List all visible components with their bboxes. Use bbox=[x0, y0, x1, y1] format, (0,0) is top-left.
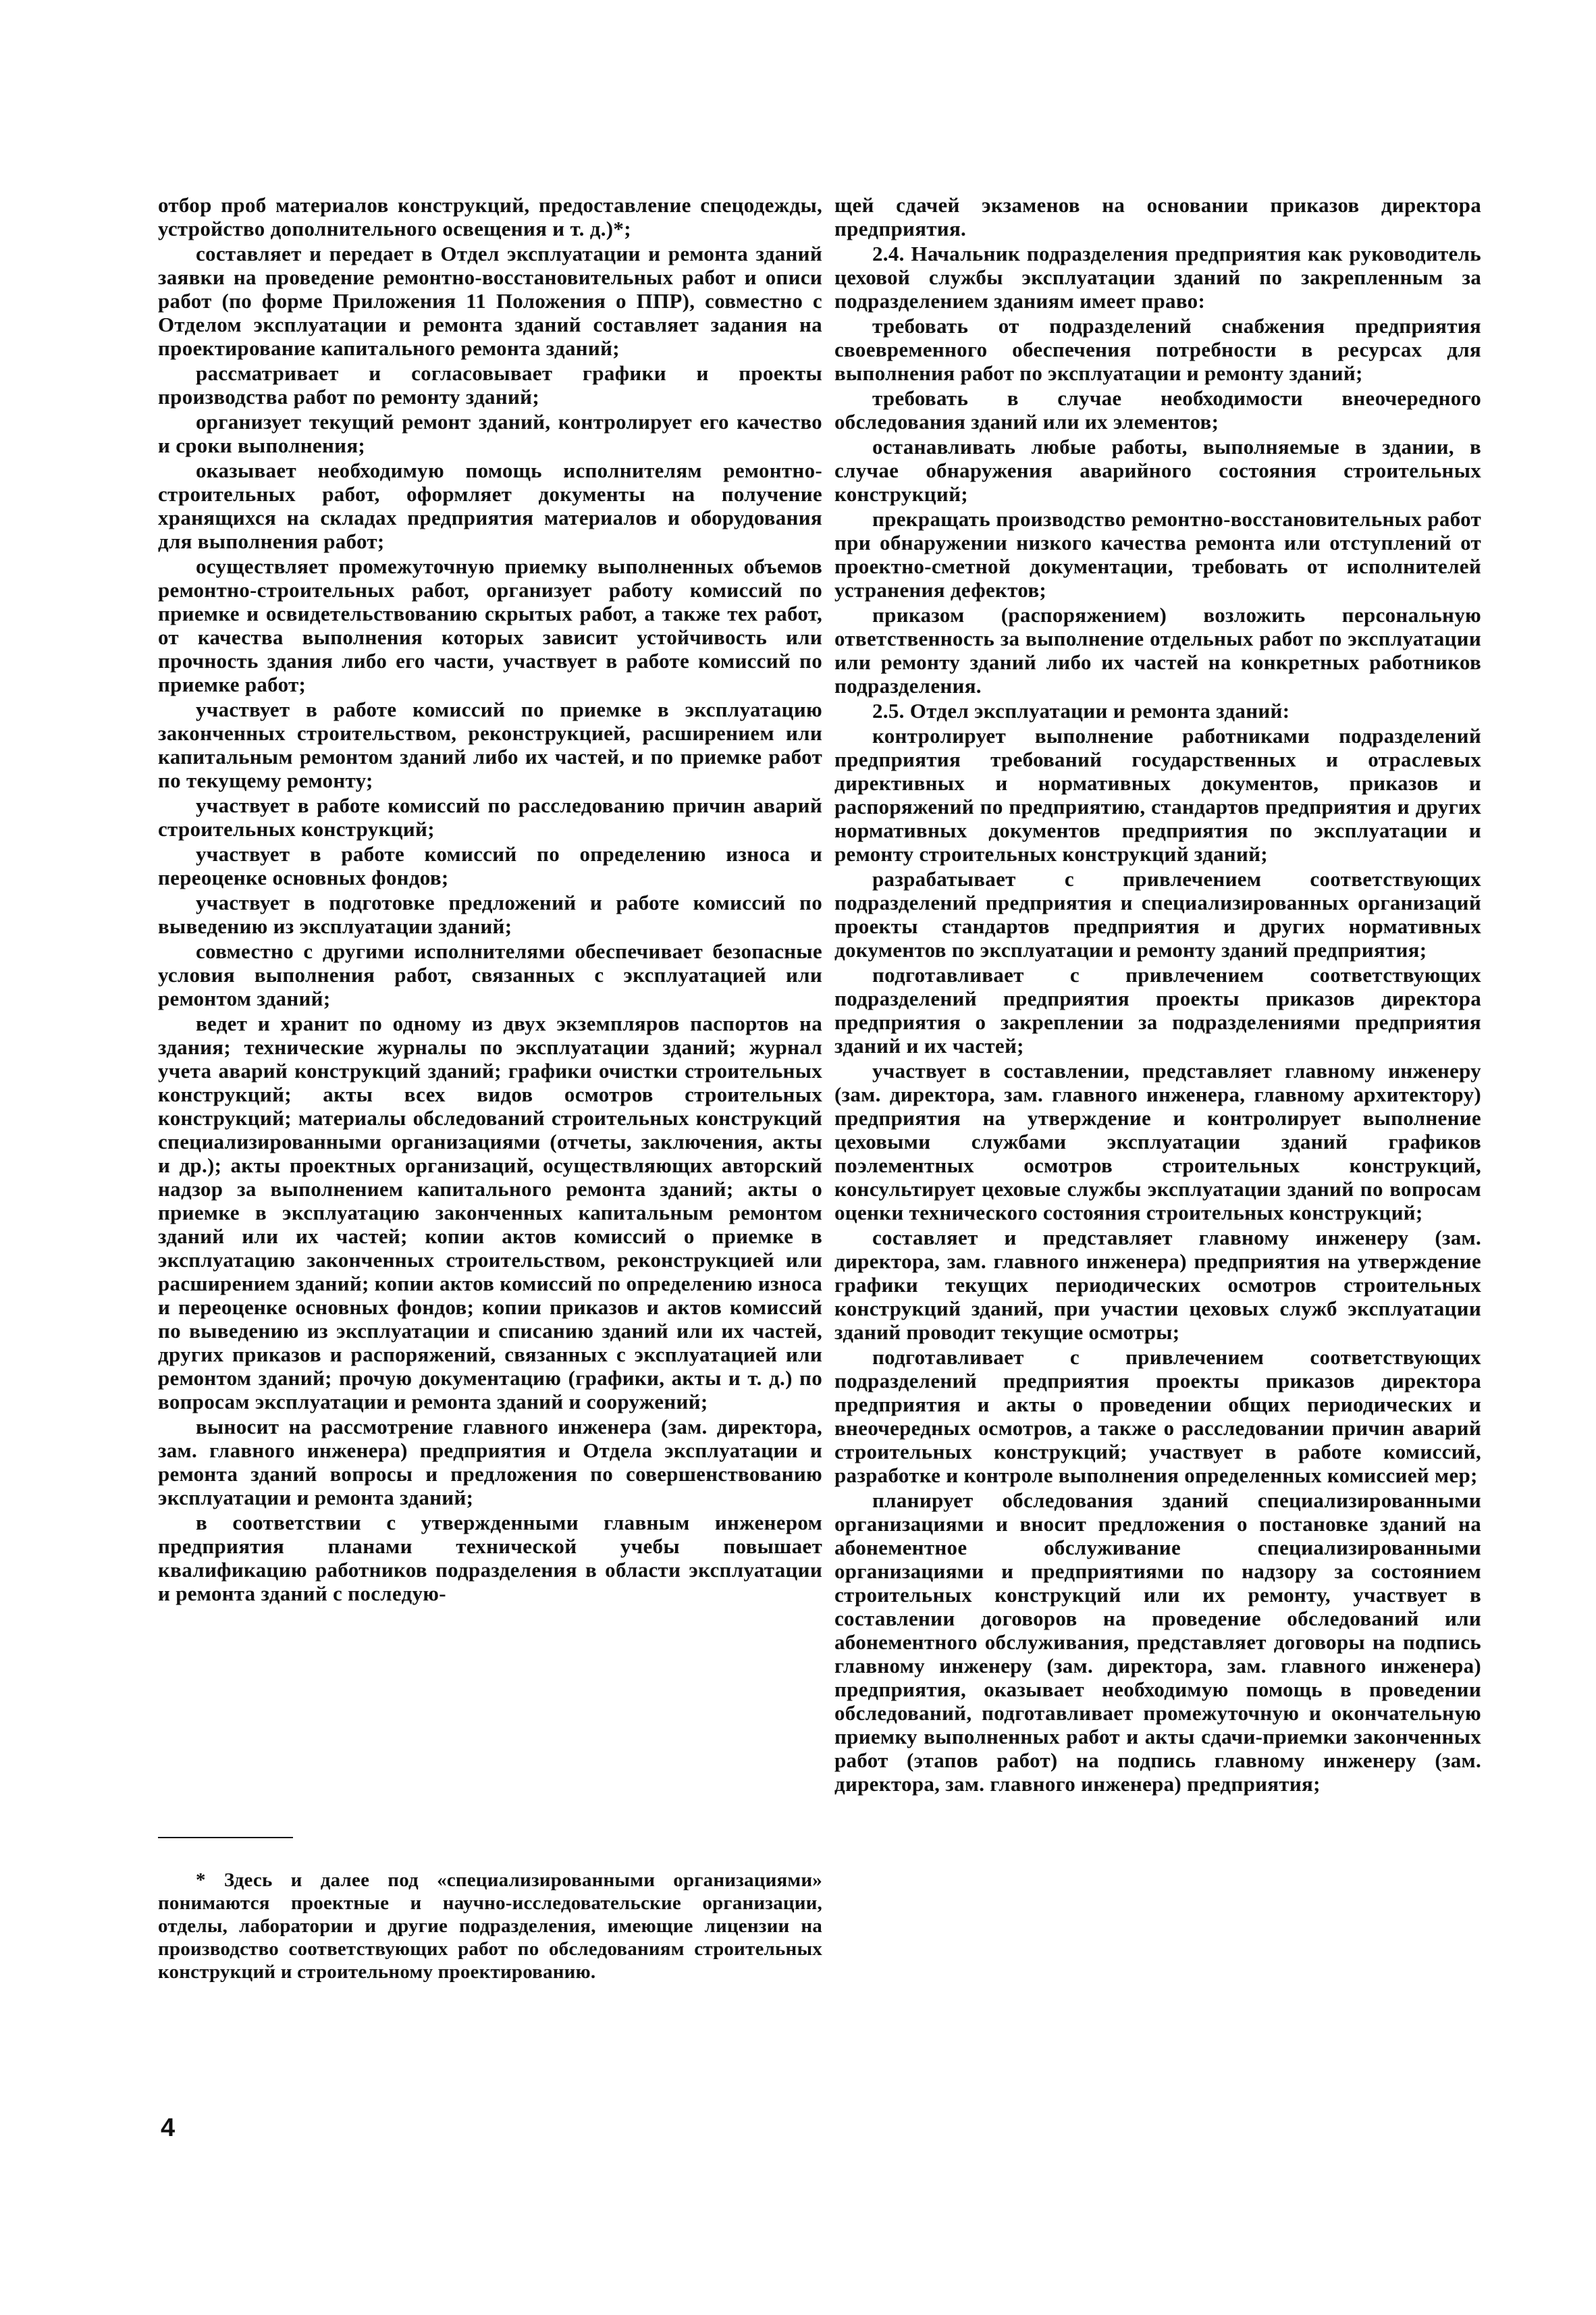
paragraph: отбор проб материалов конструкций, предоставление спецодежды, устройство дополнительного освещения и т. д.)*; bbox=[158, 193, 822, 240]
left-column bbox=[158, 193, 822, 1607]
paragraph: оказывает необходимую помощь исполнителям ремонтно-строительных работ, оформляет документы на получение хранящихся на складах предприятия материалов и оборудования для выполнения работ; bbox=[158, 459, 822, 553]
paragraph: требовать от подразделений снабжения предприятия своевременного обеспечения потребности в ресурсах для выполнения работ по эксплуатации и ремонту зданий; bbox=[834, 314, 1481, 385]
paragraph: приказом (распоряжением) возложить персональную ответственность за выполнение отдельных работ по эксплуатации или ремонту зданий либо их частей на конкретных работников подразделения. bbox=[834, 603, 1481, 698]
paragraph: участвует в работе комиссий по приемке в эксплуатацию законченных строительством, реконструкцией, расширением или капитальным ремонтом зданий либо их частей, и по приемке работ по текущему ремонту; bbox=[158, 698, 822, 792]
paragraph: участвует в подготовке предложений и работе комиссий по выведению из эксплуатации зданий; bbox=[158, 891, 822, 938]
paragraph: в соответствии с утвержденными главным инженером предприятия планами технической учебы повышает квалификацию работников подразделения в области эксплуатации и ремонта зданий с последую- bbox=[158, 1511, 822, 1605]
section-heading-2-5: 2.5. Отдел эксплуатации и ремонта зданий: bbox=[872, 699, 1290, 723]
right-column bbox=[834, 193, 1481, 1797]
paragraph: контролирует выполнение работниками подразделений предприятия требований государственных и отраслевых директивных и нормативных документов, приказов и распоряжений по предприятию, стандартов предприятия и других нормативных документов предприятия по эксплуатации и ремонту строительных конструкций зданий; bbox=[834, 724, 1481, 866]
paragraph: выносит на рассмотрение главного инженера (зам. директора, зам. главного инженера) предприятия и Отдела эксплуатации и ремонта зданий вопросы и предложения по совершенствованию эксплуатации и ремонта зданий; bbox=[158, 1415, 822, 1509]
paragraph: прекращать производство ремонтно-восстановительных работ при обнаружении низкого качества ремонта или отступлений от проектно-сметной документации, требовать от исполнителей устранения дефектов; bbox=[834, 507, 1481, 602]
footnote: * Здесь и далее под «специализированными организациями» понимаются проектные и научно-исследовательские организации, отделы, лаборатории и другие подразделения, имеющие лицензии на производство соответствующих работ по обследованиям строительных конструкций и строительному проектированию. bbox=[158, 1869, 822, 1983]
paragraph: требовать в случае необходимости внеочередного обследования зданий или их элементов; bbox=[834, 386, 1481, 434]
paragraph: совместно с другими исполнителями обеспечивает безопасные условия выполнения работ, связанных с эксплуатацией или ремонтом зданий; bbox=[158, 939, 822, 1010]
paragraph: составляет и передает в Отдел эксплуатации и ремонта зданий заявки на проведение ремонтно-восстановительных работ и описи работ (по форме Приложения 11 Положения о ППР), совместно с Отделом эксплуатации и ремонта зданий составляет задания на проектирование капитального ремонта зданий; bbox=[158, 242, 822, 360]
section-heading-2-4: 2.4. Начальник подразделения предприятия как руководитель цеховой службы эксплуатации зданий по закрепленным за подразделением зданиям имеет право: bbox=[834, 242, 1481, 313]
footnote-separator bbox=[158, 1837, 293, 1838]
paragraph: осуществляет промежуточную приемку выполненных объемов ремонтно-строительных работ, организует работу комиссий по приемке и освидетельствованию скрытых работ, а также тех работ, от качества выполнения которых зависит устойчивость или прочность здания либо его части, участвует в работе комиссий по приемке работ; bbox=[158, 554, 822, 696]
paragraph: планирует обследования зданий специализированными организациями и вносит предложения о постановке зданий на абонементное обслуживание специализированными организациями и предприятиями по надзору за состоянием строительных конструкций или их ремонту, участвует в составлении договоров на проведение обследований или абонементного обслуживания, представляет договоры на подпись главному инженеру (зам. директора, зам. главного инженера) предприятия, оказывает необходимую помощь в проведении обследований, подготавливает промежуточную и окончательную приемку выполненных работ и акты сдачи-приемки законченных работ (этапов работ) на подпись главному инженеру (зам. директора, зам. главного инженера) предприятия; bbox=[834, 1488, 1481, 1796]
paragraph: составляет и представляет главному инженеру (зам. директора, зам. главного инженера) предприятия на утверждение графики текущих периодических осмотров строительных конструкций зданий, при участии цеховых служб эксплуатации зданий проводит текущие осмотры; bbox=[834, 1226, 1481, 1344]
paragraph: разрабатывает с привлечением соответствующих подразделений предприятия и специализированных организаций проекты стандартов предприятия и других нормативных документов по эксплуатации и ремонту зданий предприятия; bbox=[834, 867, 1481, 962]
page-number: 4 bbox=[161, 2114, 176, 2142]
paragraph: подготавливает с привлечением соответствующих подразделений предприятия проекты приказов директора предприятия о закреплении за подразделениями предприятия зданий и их частей; bbox=[834, 963, 1481, 1058]
paragraph: участвует в работе комиссий по расследованию причин аварий строительных конструкций; bbox=[158, 794, 822, 841]
paragraph: участвует в работе комиссий по определению износа и переоценке основных фондов; bbox=[158, 842, 822, 889]
paragraph: ведет и хранит по одному из двух экземпляров паспортов на здания; технические журналы по эксплуатации зданий; журнал учета аварий конструкций зданий; графики очистки строительных конструкций; акты всех видов осмотров строительных конструкций; материалы обследований строительных конструкций специализированными организациями (отчеты, заключения, акты и др.); акты проектных организаций, осуществляющих авторский надзор за выполнением капитального ремонта зданий; акты о приемке в эксплуатацию законченных капитальным ремонтом зданий или их частей; копии актов комиссий о приемке в эксплуатацию законченных строительством, реконструкцией или расширением зданий; копии актов комиссий по определению износа и переоценке основных фондов; копии приказов и актов комиссий по выведению из эксплуатации и списанию зданий или их частей, других приказов и распоряжений, связанных с эксплуатацией или ремонтом зданий; прочую документацию (графики, акты и т. д.) по вопросам эксплуатации и ремонта зданий и сооружений; bbox=[158, 1012, 822, 1413]
paragraph: рассматривает и согласовывает графики и проекты производства работ по ремонту зданий; bbox=[158, 361, 822, 409]
paragraph: подготавливает с привлечением соответствующих подразделений предприятия проекты приказов директора предприятия и акты о проведении общих периодических и внеочередных осмотров, а также о расследовании причин аварий строительных конструкций; участвует в работе комиссий, разработке и контроле выполнения определенных комиссией мер; bbox=[834, 1345, 1481, 1487]
paragraph: щей сдачей экзаменов на основании приказов директора предприятия. bbox=[834, 193, 1481, 240]
paragraph: организует текущий ремонт зданий, контролирует его качество и сроки выполнения; bbox=[158, 410, 822, 457]
paragraph: участвует в составлении, представляет главному инженеру (зам. директора, зам. главного инженера, главному архитектору) предприятия на утверждение и контролирует выполнение цеховыми службами эксплуатации зданий графиков поэлементных осмотров строительных конструкций, консультирует цеховые службы эксплуатации зданий по вопросам оценки технического состояния строительных конструкций; bbox=[834, 1059, 1481, 1224]
paragraph: останавливать любые работы, выполняемые в здании, в случае обнаружения аварийного состояния строительных конструкций; bbox=[834, 435, 1481, 506]
